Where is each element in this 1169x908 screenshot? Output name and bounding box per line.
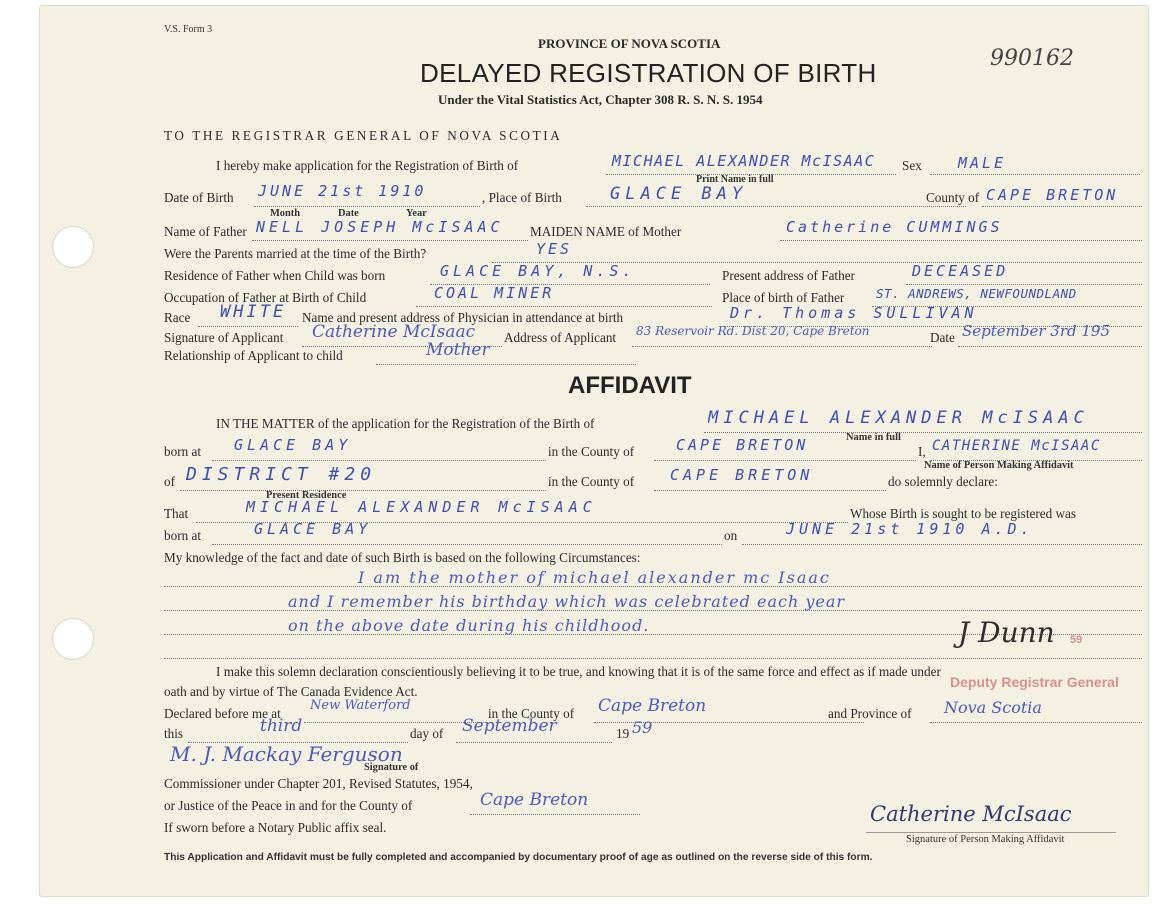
name-full-caption: Name in full	[846, 432, 901, 443]
applicant-address-value: 83 Reservoir Rd. Dist 20, Cape Breton	[636, 324, 870, 338]
registration-number: 990162	[990, 46, 1074, 71]
commissioner-signature: M. J. Mackay Ferguson	[170, 742, 403, 766]
this-label: this	[164, 726, 184, 741]
commissioner-line: Commissioner under Chapter 201, Revised Statutes, 1954,	[164, 776, 473, 791]
dob-label: Date of Birth	[164, 190, 234, 205]
dob-value: JUNE 21st 1910	[258, 182, 427, 200]
knowledge-label: My knowledge of the fact and date of such Birth is based on the following Circumstances:	[164, 550, 641, 565]
circumstance-line-3: on the above date during his childhood.	[288, 616, 650, 635]
day-value: third	[260, 716, 303, 736]
punch-hole-bottom	[52, 618, 94, 660]
circumstance-line-1: I am the mother of michael alexander mc Isaac	[358, 568, 831, 587]
province-label: and Province of	[828, 706, 912, 721]
circumstance-line-2: and I remember his birthday which was celebrated each year	[288, 592, 846, 611]
justice-label: or Justice of the Peace in and for the County of	[164, 798, 413, 813]
sex-label: Sex	[902, 158, 922, 173]
father-pob-label: Place of birth of Father	[722, 290, 845, 305]
application-label: I hereby make application for the Registration of Birth of	[216, 158, 519, 173]
date-caption: Date	[338, 208, 359, 219]
i-label: I,	[918, 444, 926, 459]
year-suffix: 59	[632, 718, 653, 737]
relationship-label: Relationship of Applicant to child	[164, 348, 343, 363]
affiant-signature-caption: Signature of Person Making Affidavit	[906, 834, 1065, 845]
born-at-value-2: GLACE BAY	[254, 520, 372, 538]
of-label: of	[164, 474, 175, 489]
deputy-signature: J Dunn	[958, 616, 1055, 649]
form-code: V.S. Form 3	[164, 24, 213, 35]
occupation-label: Occupation of Father at Birth of Child	[164, 290, 367, 305]
declare-label: do solemnly declare:	[888, 474, 998, 489]
race-label: Race	[164, 310, 191, 325]
affiant-caption: Name of Person Making Affidavit	[924, 460, 1074, 471]
pob-label: , Place of Birth	[482, 190, 562, 205]
father-label: Name of Father	[164, 224, 247, 239]
pob-value: GLACE BAY	[610, 184, 748, 204]
stamp-number: 59	[1070, 634, 1083, 646]
county-label-1: in the County of	[548, 444, 635, 459]
that-label: That	[164, 506, 189, 521]
born-at-label-2: born at	[164, 528, 201, 543]
relationship-value: Mother	[426, 340, 490, 360]
date-label: Date	[930, 330, 955, 345]
province-value: Nova Scotia	[944, 698, 1042, 717]
present-address-value: DECEASED	[912, 262, 1009, 280]
that-name-value: MICHAEL ALEXANDER McISAAC	[246, 498, 597, 516]
county-value-3: Cape Breton	[598, 696, 707, 716]
county-value-2: CAPE BRETON	[670, 466, 814, 484]
mother-label: MAIDEN NAME of Mother	[530, 224, 682, 239]
county-label-2: in the County of	[548, 474, 635, 489]
birth-registration-form	[40, 6, 1148, 896]
on-label: on	[724, 528, 738, 543]
form-title: DELAYED REGISTRATION OF BIRTH	[420, 58, 877, 88]
day-label: day of	[410, 726, 444, 741]
county-label-3: in the County of	[488, 706, 575, 721]
province-heading: PROVINCE OF NOVA SCOTIA	[538, 36, 721, 51]
month-value: September	[462, 716, 557, 736]
born-on-value: JUNE 21st 1910 A.D.	[786, 520, 1034, 538]
county-value: CAPE BRETON	[986, 186, 1119, 204]
year-prefix: 19	[616, 726, 630, 741]
punch-hole-top	[52, 226, 94, 268]
affidavit-heading: AFFIDAVIT	[568, 372, 692, 399]
occupation-value: COAL MINER	[434, 284, 555, 302]
residence-caption: Present Residence	[266, 490, 347, 501]
physician-label: Name and present address of Physician in attendance at birth	[302, 310, 624, 325]
matter-name-value: MICHAEL ALEXANDER McISAAC	[708, 408, 1089, 428]
present-address-label: Present address of Father	[722, 268, 855, 283]
sex-value: MALE	[958, 154, 1007, 172]
form-subtitle: Under the Vital Statistics Act, Chapter 308 R. S. N. S. 1954	[438, 92, 763, 107]
registrar-line: TO THE REGISTRAR GENERAL OF NOVA SCOTIA	[164, 128, 563, 143]
father-value: NELL JOSEPH McISAAC	[256, 218, 504, 236]
married-value: YES	[536, 240, 573, 258]
born-at-value: GLACE BAY	[234, 436, 352, 454]
affiant-value: CATHERINE McISAAC	[932, 438, 1101, 454]
notary-line: If sworn before a Notary Public affix seal.	[164, 820, 387, 835]
residence-value-affidavit: DISTRICT #20	[186, 464, 377, 485]
county-value-1: CAPE BRETON	[676, 436, 809, 454]
father-pob-value: ST. ANDREWS, NEWFOUNDLAND	[876, 286, 1077, 301]
solemn-text-1: I make this solemn declaration conscientiously believing it to be true, and knowing that it is of the same force and effect as if made under	[216, 664, 941, 679]
married-label: Were the Parents married at the time of the Birth?	[164, 246, 427, 261]
applicant-address-label: Address of Applicant	[504, 330, 617, 345]
county-label: County of	[926, 190, 980, 205]
mother-value: Catherine CUMMINGS	[786, 218, 1003, 236]
signature-label: Signature of Applicant	[164, 330, 284, 345]
signature-value: Catherine McIsaac	[312, 322, 476, 342]
signature-caption: Signature of	[364, 762, 419, 773]
residence-label: Residence of Father when Child was born	[164, 268, 386, 283]
month-caption: Month	[270, 208, 301, 219]
print-name-caption: Print Name in full	[696, 174, 774, 185]
born-at-label: born at	[164, 444, 201, 459]
year-caption: Year	[406, 208, 427, 219]
matter-label: IN THE MATTER of the application for the Registration of the Birth of	[216, 416, 595, 431]
physician-value: Dr. Thomas SULLIVAN	[730, 304, 978, 322]
date-value: September 3rd 195	[962, 322, 1111, 340]
justice-county-value: Cape Breton	[480, 790, 589, 810]
deputy-registrar-stamp: Deputy Registrar General	[950, 674, 1119, 690]
race-value: WHITE	[220, 302, 287, 322]
solemn-text-2: oath and by virtue of The Canada Evidence Act.	[164, 684, 418, 699]
whose-label: Whose Birth is sought to be registered was	[850, 506, 1076, 521]
declared-label: Declared before me at	[164, 706, 281, 721]
declared-at-value: New Waterford	[310, 698, 411, 713]
affiant-signature: Catherine McIsaac	[870, 802, 1072, 826]
child-name-value: MICHAEL ALEXANDER McISAAC	[612, 152, 876, 170]
residence-value: GLACE BAY, N.S.	[440, 262, 636, 280]
footer-note: This Application and Affidavit must be fully completed and accompanied by documentary proof of age as outlined on the reverse side of this form.	[164, 852, 873, 863]
